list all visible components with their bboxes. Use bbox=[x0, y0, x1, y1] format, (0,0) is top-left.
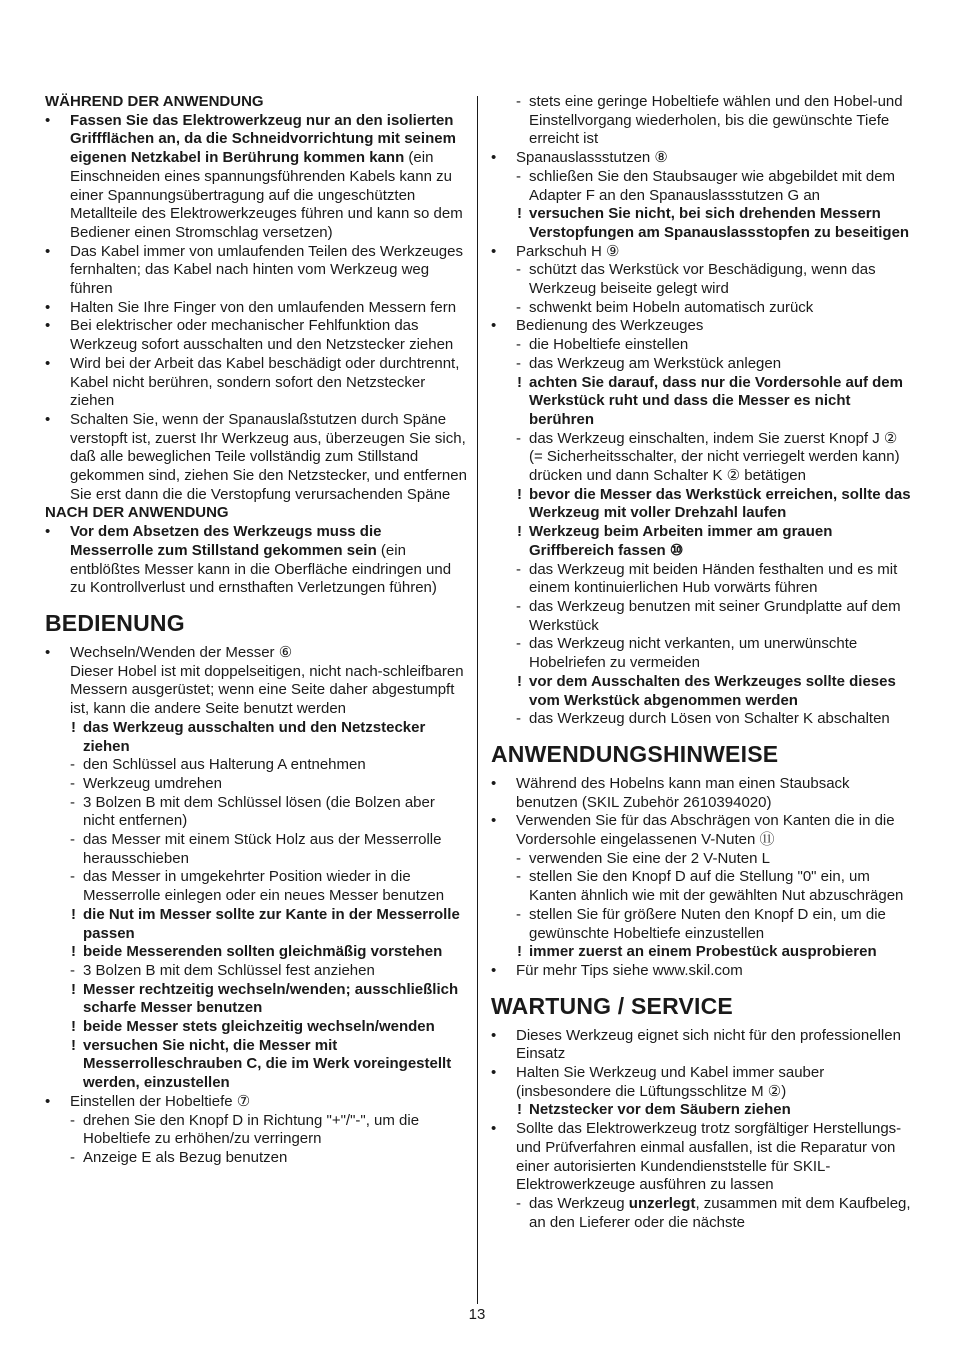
column-divider bbox=[477, 96, 478, 1304]
dash-item: - das Werkzeug benutzen mit seiner Grundplatte auf dem Werkstück bbox=[491, 598, 913, 635]
list-item: • Dieses Werkzeug eignet sich nicht für den professionellen Einsatz bbox=[491, 1027, 913, 1064]
dash-item: - stets eine geringe Hobeltiefe wählen und den Hobel-und Einstellvorgang wiederholen, bis die gewünschte Tiefe erreicht ist bbox=[491, 93, 913, 149]
dash-item: - verwenden Sie eine der 2 V-Nuten L bbox=[491, 850, 913, 869]
page-number: 13 bbox=[468, 1306, 486, 1323]
list-item: • Einstellen der Hobeltiefe ⑦ bbox=[45, 1093, 467, 1112]
section-heading: WÄHREND DER ANWENDUNG bbox=[45, 93, 264, 110]
dash-item: - schützt das Werkstück vor Beschädigung, wenn das Werkzeug beiseite gelegt wird bbox=[491, 261, 913, 298]
list-item: • Für mehr Tips siehe www.skil.com bbox=[491, 962, 913, 981]
list-item: • Parkschuh H ⑨ bbox=[491, 243, 913, 262]
dash-item: - das Werkzeug am Werkstück anlegen bbox=[491, 355, 913, 374]
item-title: • Wechseln/Wenden der Messer ⑥ bbox=[70, 643, 293, 661]
section-title-bedienung: BEDIENUNG bbox=[45, 609, 185, 636]
warning-item: ! vor dem Ausschalten des Werkzeuges sollte dieses vom Werkstück abgenommen werden bbox=[491, 673, 913, 710]
dash-item: - Anzeige E als Bezug benutzen bbox=[45, 1149, 467, 1168]
section-title-anwendungshinweise: ANWENDUNGSHINWEISE bbox=[491, 740, 779, 767]
warning-item: ! beide Messerenden sollten gleichmäßig vorstehen bbox=[45, 943, 467, 962]
list-item: • Schalten Sie, wenn der Spanauslaßstutzen durch Späne verstopft ist, zuerst Ihr Werkzeug aus, überzeugen Sie sich, daß alle beweglichen Teile vollständig zum Stillstand gekommen sind, ziehen Sie den Netzstecker, und entfernen Sie erst dann die die Verstopfung verursachenden Späne bbox=[45, 411, 467, 505]
section-heading: NACH DER ANWENDUNG bbox=[45, 504, 229, 522]
section-title-wartung: WARTUNG / SERVICE bbox=[491, 992, 733, 1019]
warning-item: ! Netzstecker vor dem Säubern ziehen bbox=[491, 1101, 913, 1120]
item-text: (ein entblößtes Messer kann in die Oberfläche eindringen und zu Kontrollverlust und ernsthaften Verletzungen führen) bbox=[70, 541, 452, 597]
warning-item: ! immer zuerst an einem Probestück ausprobieren bbox=[491, 943, 913, 962]
dash-item: - 3 Bolzen B mit dem Schlüssel fest anziehen bbox=[45, 962, 467, 981]
item-text: das Werkzeug bbox=[529, 1194, 629, 1212]
dash-item: - stellen Sie den Knopf D auf die Stellung "0" ein, um Kanten ähnlich wie mit der gewählten Nut abzuschrägen bbox=[491, 868, 913, 905]
list-item bbox=[45, 112, 467, 243]
dash-item: - stellen Sie für größere Nuten den Knopf D ein, um die gewünschte Hobeltiefe einzustellen bbox=[491, 906, 913, 943]
bold-text: Fassen Sie das Elektrowerkzeug nur an den isolierten Griffflächen an, da die Schneidvorrichtung mit seinem eigenen Netzkabel in Berührung kommen kann bbox=[70, 111, 456, 167]
dash-item: - das Werkzeug durch Lösen von Schalter K abschalten bbox=[491, 710, 913, 729]
dash-item: - das Werkzeug mit beiden Händen festhalten und es mit einem kontinuierlichen Hub vorwärts führen bbox=[491, 561, 913, 598]
list-item: • Sollte das Elektrowerkzeug trotz sorgfältiger Herstellungs- und Prüfverfahren einmal ausfallen, ist die Reparatur von einer autorisierten Kundendienststelle für SKIL-Elektrowerkzeuge ausführen zu lassen bbox=[491, 1120, 913, 1195]
dash-item: - das Werkzeug einschalten, indem Sie zuerst Knopf J ② (= Sicherheitsschalter, der nicht verriegelt werden kann) drücken und dann Schalter K ② betätigen bbox=[491, 430, 913, 486]
list-item: • Halten Sie Werkzeug und Kabel immer sauber (insbesondere die Lüftungsschlitze M ②) bbox=[491, 1064, 913, 1101]
bold-text: Vor dem Absetzen des Werkzeugs muss die Messerrolle zum Stillstand gekommen sein bbox=[70, 523, 382, 559]
dash-item: - das Messer in umgekehrter Position wieder in die Messerrolle einlegen oder ein neues Messer benutzen bbox=[45, 868, 467, 905]
warning-item: ! beide Messer stets gleichzeitig wechseln/wenden bbox=[45, 1018, 467, 1037]
warning-item: ! achten Sie darauf, dass nur die Vordersohle auf dem Werkstück ruht und dass die Messer es nicht berühren bbox=[491, 374, 913, 430]
warning-item: ! das Werkzeug ausschalten und den Netzstecker ziehen bbox=[45, 719, 467, 756]
dash-item: - das Messer mit einem Stück Holz aus der Messerrolle herausschieben bbox=[45, 831, 467, 868]
list-item: • Halten Sie Ihre Finger von den umlaufenden Messern fern bbox=[45, 299, 467, 318]
warning-item: ! bevor die Messer das Werkstück erreichen, sollte das Werkzeug mit voller Drehzahl laufen bbox=[491, 486, 913, 523]
dash-item: - 3 Bolzen B mit dem Schlüssel lösen (die Bolzen aber nicht entfernen) bbox=[45, 794, 467, 831]
list-item: • Spanauslassstutzen ⑧ bbox=[491, 149, 913, 168]
dash-item: - den Schlüssel aus Halterung A entnehmen bbox=[45, 756, 467, 775]
list-item bbox=[45, 523, 467, 598]
item-text: Dieser Hobel ist mit doppelseitigen, nicht nach-schleifbaren Messern ausgerüstet; wenn eine Seite daher abgestumpft ist, kann die andere Seite benutzt werden bbox=[70, 662, 464, 718]
dash-item: - Werkzeug umdrehen bbox=[45, 775, 467, 794]
list-item: • Bei elektrischer oder mechanischer Fehlfunktion das Werkzeug sofort ausschalten und den Netzstecker ziehen bbox=[45, 317, 467, 354]
item-text: , zusammen mit dem Kaufbeleg, an den Lieferer oder die nächste bbox=[529, 1194, 911, 1231]
dash-item: - das Werkzeug nicht verkanten, um unerwünschte Hobelriefen zu vermeiden bbox=[491, 635, 913, 672]
dash-item: - die Hobeltiefe einstellen bbox=[491, 336, 913, 355]
dash-item bbox=[491, 1195, 913, 1232]
list-item bbox=[45, 644, 467, 719]
warning-item: ! versuchen Sie nicht, bei sich drehenden Messern Verstopfungen am Spanauslassstopfen zu beseitigen bbox=[491, 205, 913, 242]
warning-item: ! Messer rechtzeitig wechseln/wenden; ausschließlich scharfe Messer benutzen bbox=[45, 981, 467, 1018]
list-item: • Das Kabel immer von umlaufenden Teilen des Werkzeuges fernhalten; das Kabel nach hinten vom Werkzeug weg führen bbox=[45, 243, 467, 299]
list-item: • Verwenden Sie für das Abschrägen von Kanten die in die Vordersohle eingelassenen V-Nuten ⑪ bbox=[491, 812, 913, 849]
dash-item: - schließen Sie den Staubsauger wie abgebildet mit dem Adapter F an den Spanauslassstutzen G an bbox=[491, 168, 913, 205]
left-column bbox=[45, 93, 467, 1168]
list-item: • Bedienung des Werkzeuges bbox=[491, 317, 913, 336]
bold-text: unzerlegt bbox=[628, 1194, 696, 1212]
warning-item: ! die Nut im Messer sollte zur Kante in der Messerrolle passen bbox=[45, 906, 467, 943]
list-item: • Während des Hobelns kann man einen Staubsack benutzen (SKIL Zubehör 2610394020) bbox=[491, 775, 913, 812]
warning-item: ! versuchen Sie nicht, die Messer mit Messerrolleschrauben C, die im Werk voreingestellt werden, einzustellen bbox=[45, 1037, 467, 1093]
dash-item: - schwenkt beim Hobeln automatisch zurück bbox=[491, 299, 913, 318]
right-column bbox=[491, 93, 913, 1232]
list-item: • Wird bei der Arbeit das Kabel beschädigt oder durchtrennt, Kabel nicht berühren, sondern sofort den Netzstecker ziehen bbox=[45, 355, 467, 411]
warning-item: ! Werkzeug beim Arbeiten immer am grauen Griffbereich fassen ⑩ bbox=[491, 523, 913, 560]
item-text: (ein Einschneiden eines spannungsführenden Kabels kann zu einer Spannungsübertragung auf die ungeschützten Metallteile des Elektrowerkzeuges führen und kann so dem Bediener einen Stromschlag versetzen) bbox=[70, 149, 463, 241]
dash-item: - drehen Sie den Knopf D in Richtung "+"/"-", um die Hobeltiefe zu erhöhen/zu verringern bbox=[45, 1112, 467, 1149]
